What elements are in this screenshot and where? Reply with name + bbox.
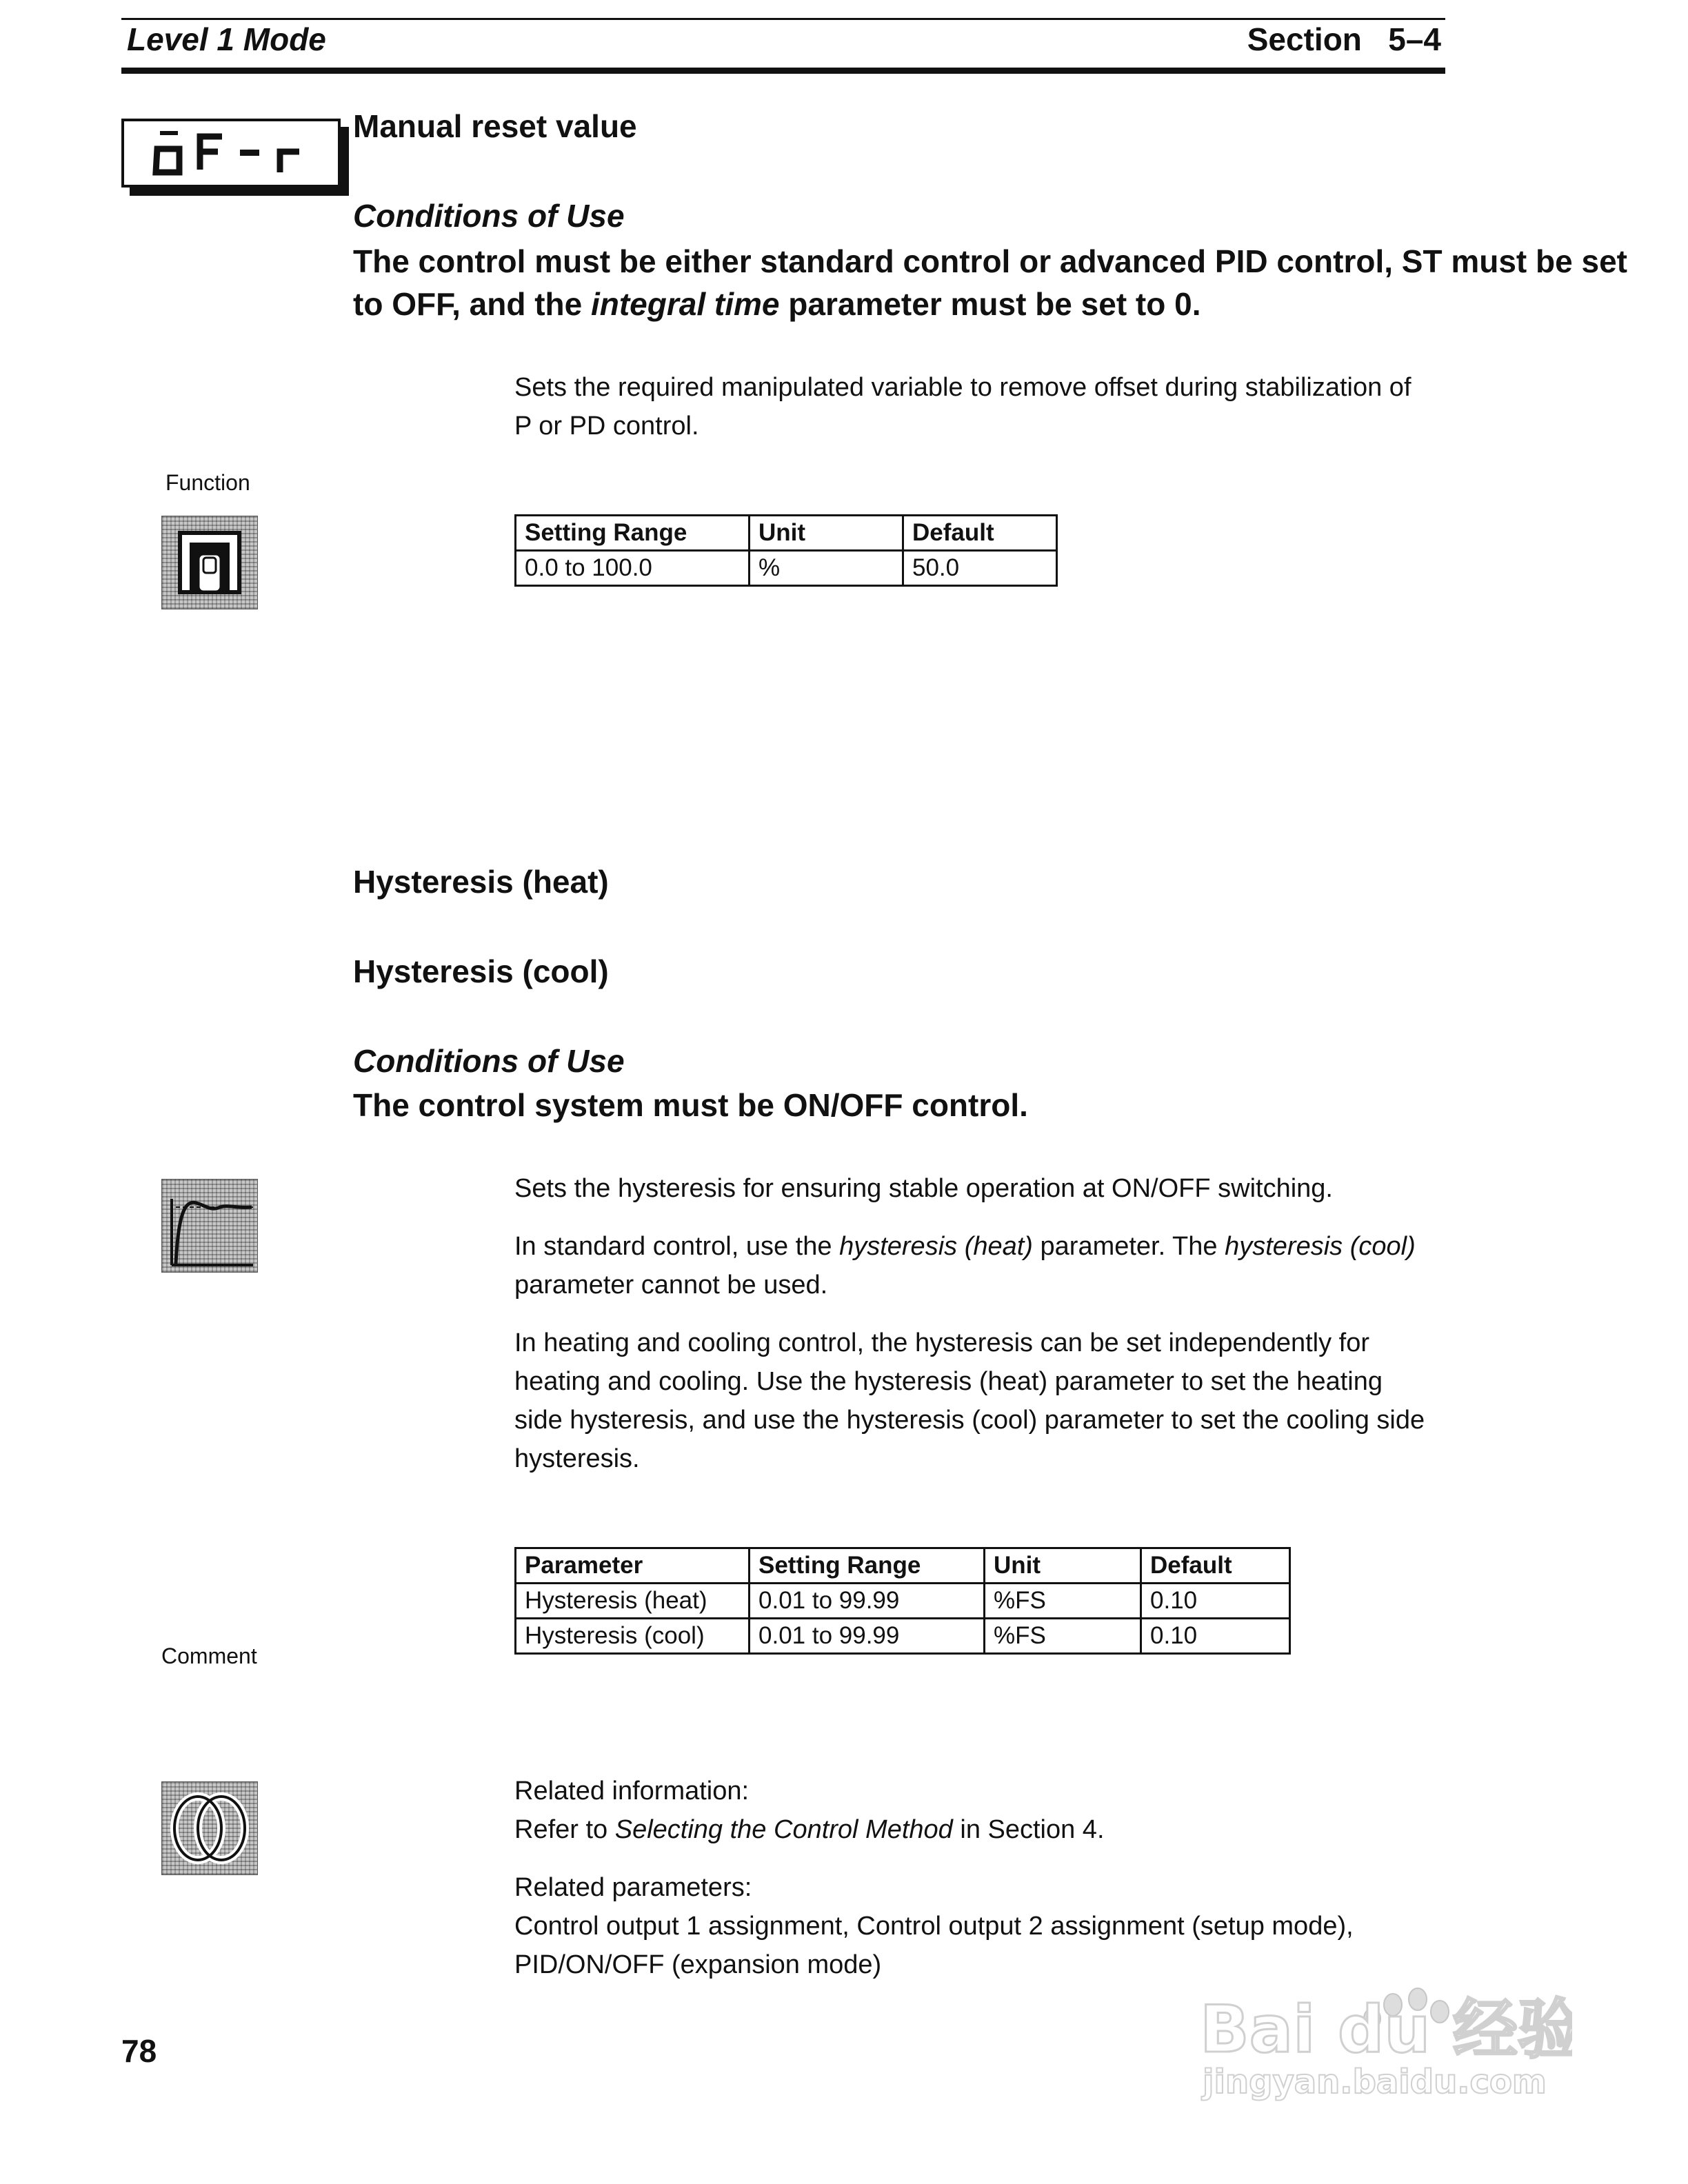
table-cell: 0.01 to 99.99 bbox=[750, 1584, 985, 1619]
hysteresis-conditions-heading: Conditions of Use bbox=[353, 1043, 625, 1079]
hysteresis-para-1: Sets the hysteresis for ensuring stable operation at ON/OFF switching. bbox=[514, 1174, 1333, 1203]
table-header-row bbox=[516, 516, 1057, 551]
lcd-segments bbox=[124, 121, 338, 185]
lcd-parameter-display bbox=[121, 119, 341, 188]
related-italic-term: Selecting the Control Method bbox=[614, 1815, 953, 1844]
related-text-part: in Section 4. bbox=[952, 1815, 1105, 1844]
baidu-watermark bbox=[1186, 1972, 1572, 2103]
function-label: Function bbox=[165, 470, 250, 495]
header-top-rule bbox=[121, 18, 1445, 20]
watermark-line-1: Bai du 经验 bbox=[1200, 1992, 1572, 2067]
table-cell: Hysteresis (cool) bbox=[516, 1619, 750, 1654]
table-header-cell: Default bbox=[1141, 1548, 1290, 1584]
related-text-part: Refer to bbox=[514, 1815, 615, 1844]
table-cell: Hysteresis (heat) bbox=[516, 1584, 750, 1619]
comment-label: Comment bbox=[161, 1644, 257, 1668]
table-cell: 0.10 bbox=[1141, 1619, 1290, 1654]
para-italic-term: hysteresis (cool) bbox=[1225, 1232, 1416, 1261]
para-italic-term: hysteresis (heat) bbox=[839, 1232, 1033, 1261]
related-params-line-1: Control output 1 assignment, Control output 2 assignment (setup mode), bbox=[514, 1912, 1354, 1941]
table-header-cell: Parameter bbox=[516, 1548, 750, 1584]
manual-reset-conditions-heading: Conditions of Use bbox=[353, 198, 625, 234]
header-mode-title: Level 1 Mode bbox=[127, 21, 326, 57]
hysteresis-para-3: In heating and cooling control, the hysteresis can be set independently for heating and cooling. Use the hysteresis (heat) parameter to set the heating side hysteresis, and use the hysteresis (cool) parameter to set the cooling side hysteresis. bbox=[514, 1328, 1425, 1473]
table-cell: %FS bbox=[985, 1584, 1141, 1619]
table-header-cell: Setting Range bbox=[750, 1548, 985, 1584]
watermark-line-2: jingyan.baidu.com bbox=[1203, 2063, 1547, 2101]
paw-icon bbox=[1186, 1972, 1572, 2103]
header-section-label: Section bbox=[1247, 21, 1362, 57]
table-cell: %FS bbox=[985, 1619, 1141, 1654]
manual-reset-description: Sets the required manipulated variable to remove offset during stabilization of P or PD control. bbox=[514, 373, 1411, 441]
table-header-row bbox=[516, 1548, 1290, 1584]
table-row bbox=[516, 1619, 1290, 1654]
header-bottom-rule bbox=[121, 68, 1445, 74]
manual-reset-conditions-text bbox=[353, 240, 1629, 325]
manual-reset-table bbox=[514, 514, 1058, 587]
para-text-part: parameter cannot be used. bbox=[514, 1271, 828, 1300]
related-info-heading: Related information: bbox=[514, 1777, 750, 1806]
manual-reset-title: Manual reset value bbox=[353, 108, 637, 144]
function-icon bbox=[161, 516, 258, 609]
table-row bbox=[516, 551, 1057, 586]
hysteresis-para-2 bbox=[514, 1227, 1431, 1304]
hysteresis-conditions-text: The control system must be ON/OFF control. bbox=[353, 1087, 1028, 1123]
table-header-cell: Default bbox=[903, 516, 1057, 551]
table-cell: 0.10 bbox=[1141, 1584, 1290, 1619]
table-cell: 50.0 bbox=[903, 551, 1057, 586]
hysteresis-heat-title: Hysteresis (heat) bbox=[353, 864, 609, 900]
table-cell: % bbox=[750, 551, 903, 586]
related-info-text bbox=[514, 1810, 1431, 1849]
related-link-icon bbox=[161, 1781, 258, 1875]
hysteresis-cool-title: Hysteresis (cool) bbox=[353, 953, 609, 989]
para-text-part: In standard control, use the bbox=[514, 1232, 840, 1261]
related-params-line-2: PID/ON/OFF (expansion mode) bbox=[514, 1950, 882, 1979]
header-section-number: 5–4 bbox=[1388, 21, 1441, 57]
table-row bbox=[516, 1584, 1290, 1619]
hysteresis-table bbox=[514, 1547, 1291, 1655]
page-number: 78 bbox=[121, 2033, 157, 2069]
header-section bbox=[1227, 21, 1441, 58]
conditions-italic-term: integral time bbox=[590, 286, 780, 322]
table-header-cell: Unit bbox=[750, 516, 903, 551]
related-params-heading: Related parameters: bbox=[514, 1873, 752, 1902]
table-cell: 0.0 to 100.0 bbox=[516, 551, 750, 586]
para-text-part: parameter. The bbox=[1032, 1232, 1225, 1261]
graph-icon bbox=[161, 1179, 258, 1273]
conditions-text-part: parameter must be set to 0. bbox=[779, 286, 1201, 322]
table-cell: 0.01 to 99.99 bbox=[750, 1619, 985, 1654]
table-header-cell: Setting Range bbox=[516, 516, 750, 551]
table-header-cell: Unit bbox=[985, 1548, 1141, 1584]
conditions-text-part: The control must be either standard control or advanced PID control, ST must be set to OFF, and the bbox=[353, 243, 1627, 322]
